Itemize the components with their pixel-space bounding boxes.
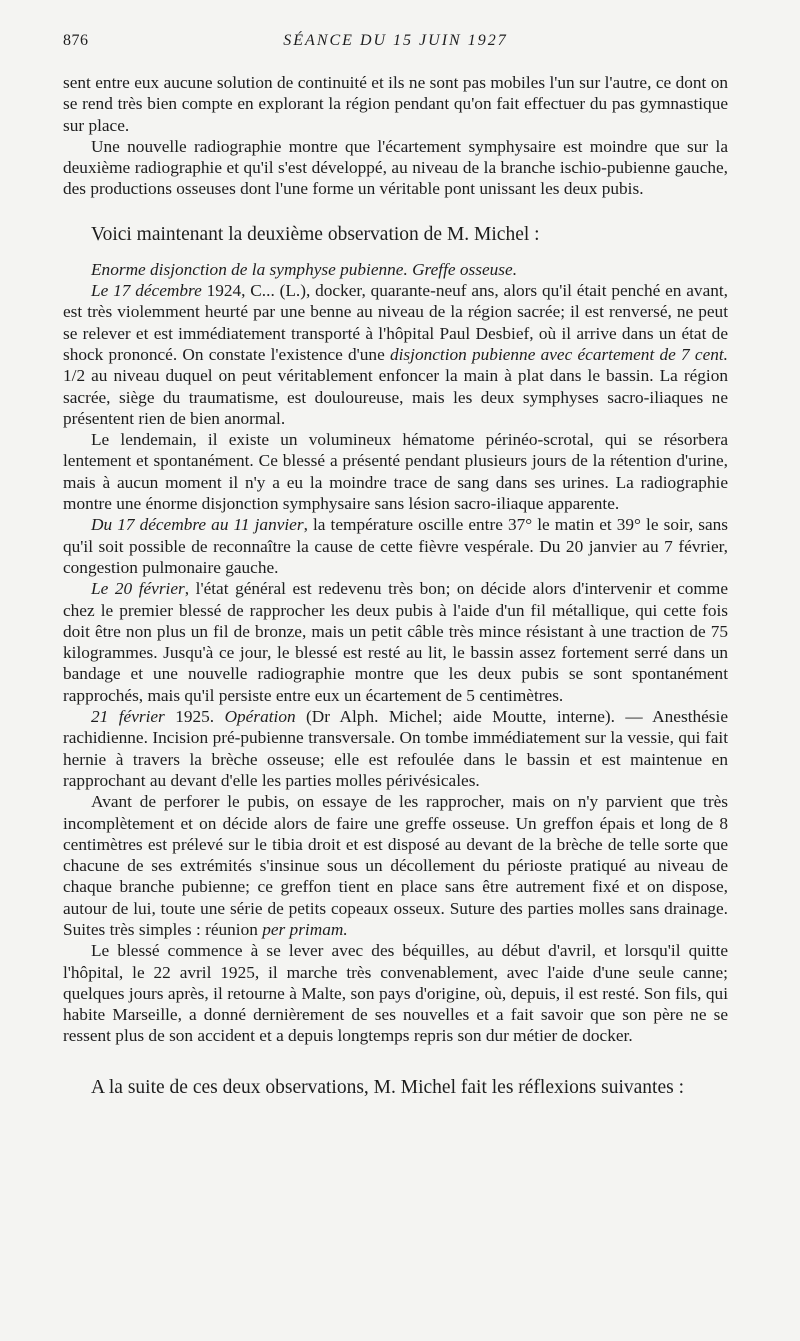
text-fragment: Avant de perforer le pubis, on essaye de les rapprocher, mais on n'y parvient que très incomplètement et on décide alors de faire une greffe osseuse. Un greffon épais et long de 8 centimètres est prélevé sur le tibia droit et est disposé au devant de la brèche de telle sorte que chacune de ses extrémités s'insinue sous un décollement du périoste pratiqué au niveau de chaque branche pubienne; ce greffon tient en place sans être autrement fixé et on dispose, autour de lui, toute une série de petits copeaux osseux. Suture des parties molles sans drainage. Suites très simples : réunion [63,792,728,939]
subtitle-text: Enorme disjonction de la symphyse pubienne. Greffe osseuse. [91,259,518,279]
text-fragment: 1/2 au niveau duquel on peut véritablement enfoncer la main à plat dans le bassin. La région sacrée, siège du traumatisme, est douloureuse, mais les deux symphyses sacro-iliaques ne présentent rien de bien anormal. [63,366,728,428]
body-text [63,72,728,200]
date-21-fevrier: 21 février [91,707,165,727]
running-head [63,26,728,56]
emphasis-per-primam: per primam. [262,919,348,939]
paragraph-case-history [63,280,728,429]
text-fragment: (Dr Alph. Michel; aide Moutte, interne). — Anesthésie rachidienne. Incision pré-pubienne transversale. On tombe immédiatement sur la vessie, qui fait hernie à travers la brèche osseuse; elle est refoulée dans le bassin et est maintenue en rapprochant au devant d'elle les parties molles périvésicales. [63,707,729,790]
text-fragment: , l'état général est redevenu très bon; on décide alors d'intervenir et comme chez le premier blessé de rapprocher les deux pubis à l'aide d'un fil métallique, qui cette fois doit être non plus un fil de bronze, mais un petit câble très mince résistant à une traction de 75 kilogrammes. Jusqu'à ce jour, le blessé est resté au lit, le bassin assez fortement serré dans un bandage et une nouvelle radiographie montre que les deux pubis se sont spontanément rapprochés, mais qu'il persiste entre eux un écartement de 5 centimètres. [63,579,728,705]
page-number: 876 [63,32,89,49]
date-20-fevrier: Le 20 février [91,579,185,599]
paragraph-operation [63,706,728,791]
operation-label: Opération [224,707,296,727]
observation-intro: Voici maintenant la deuxième observation de M. Michel : [91,223,540,245]
paragraph-outcome: Le blessé commence à se lever avec des béquilles, au début d'avril, et lorsqu'il quitte l'hôpital, le 22 avril 1925, il marche très convenablement, avec l'aide d'une seule canne; quelques jours après, il retourne à Malte, son pays d'origine, où, depuis, il est resté. Son fils, qui habite Marseille, a donné dernièrement de ses nouvelles et a fait savoir que son père ne se ressent plus de son accident et a depuis longtemps repris son dur métier de docker. [63,941,728,1046]
paragraph-lendemain: Le lendemain, il existe un volumineux hématome périnéo-scrotal, qui se résorbera lentement et spontanément. Ce blessé a présenté pendant plusieurs jours de la rétention d'urine, mais à aucun moment il n'y a eu la moindre trace de sang dans ses urines. La radiographie montre une énorme disjonction symphysaire sans lésion sacro-iliaque apparente. [63,430,728,514]
paragraph-continuation: sent entre eux aucune solution de continuité et ils ne sont pas mobiles l'un sur l'autre, ce dont on se rend très bien compte en explorant la région pendant qu'on fait effectuer du pas gymnastique sur place. [63,73,728,135]
date-17-decembre: Le 17 décembre [91,281,202,301]
paragraph-radiographie: Une nouvelle radiographie montre que l'écartement symphysaire est moindre que sur la deuxième radiographie et qu'il s'est développé, au niveau de la branche ischio-pubienne gauche, des productions osseuses dont l'une forme un véritable pont unissant les deux pubis. [63,136,728,199]
observation-subtitle [63,259,728,280]
text-fragment: 1925. [164,707,225,727]
paragraph-temperature [63,514,728,578]
closing-paragraph: A la suite de ces deux observations, M. Michel fait les réflexions suivantes : [91,1076,684,1098]
date-range: Du 17 décembre au 11 janvier [91,515,304,535]
paragraph-greffe [63,791,728,940]
text-fragment: 1924, C... (L.), docker, quarante-neuf ans, alors qu'il était penché en avant, est très violemment heurté par une benne au niveau de la région sacrée; il est renversé, ne peut se relever et est immédiatement transporté à l'hôpital Paul Desbief, où il arrive dans un état de shock prononcé. On constate l'existence d'une [63,281,728,364]
emphasis-disjonction: disjonction pubienne avec écartement de 7 cent. [389,344,728,364]
paragraph-20-fevrier [63,578,728,706]
header-title: SÉANCE DU 15 JUIN 1927 [283,32,508,49]
text-fragment: , la température oscille entre 37° le matin et 39° le soir, sans qu'il soit possible de reconnaître la cause de cette fièvre vespérale. Du 20 janvier au 7 février, congestion pulmonaire gauche. [63,515,728,577]
observation-text [63,259,728,1047]
